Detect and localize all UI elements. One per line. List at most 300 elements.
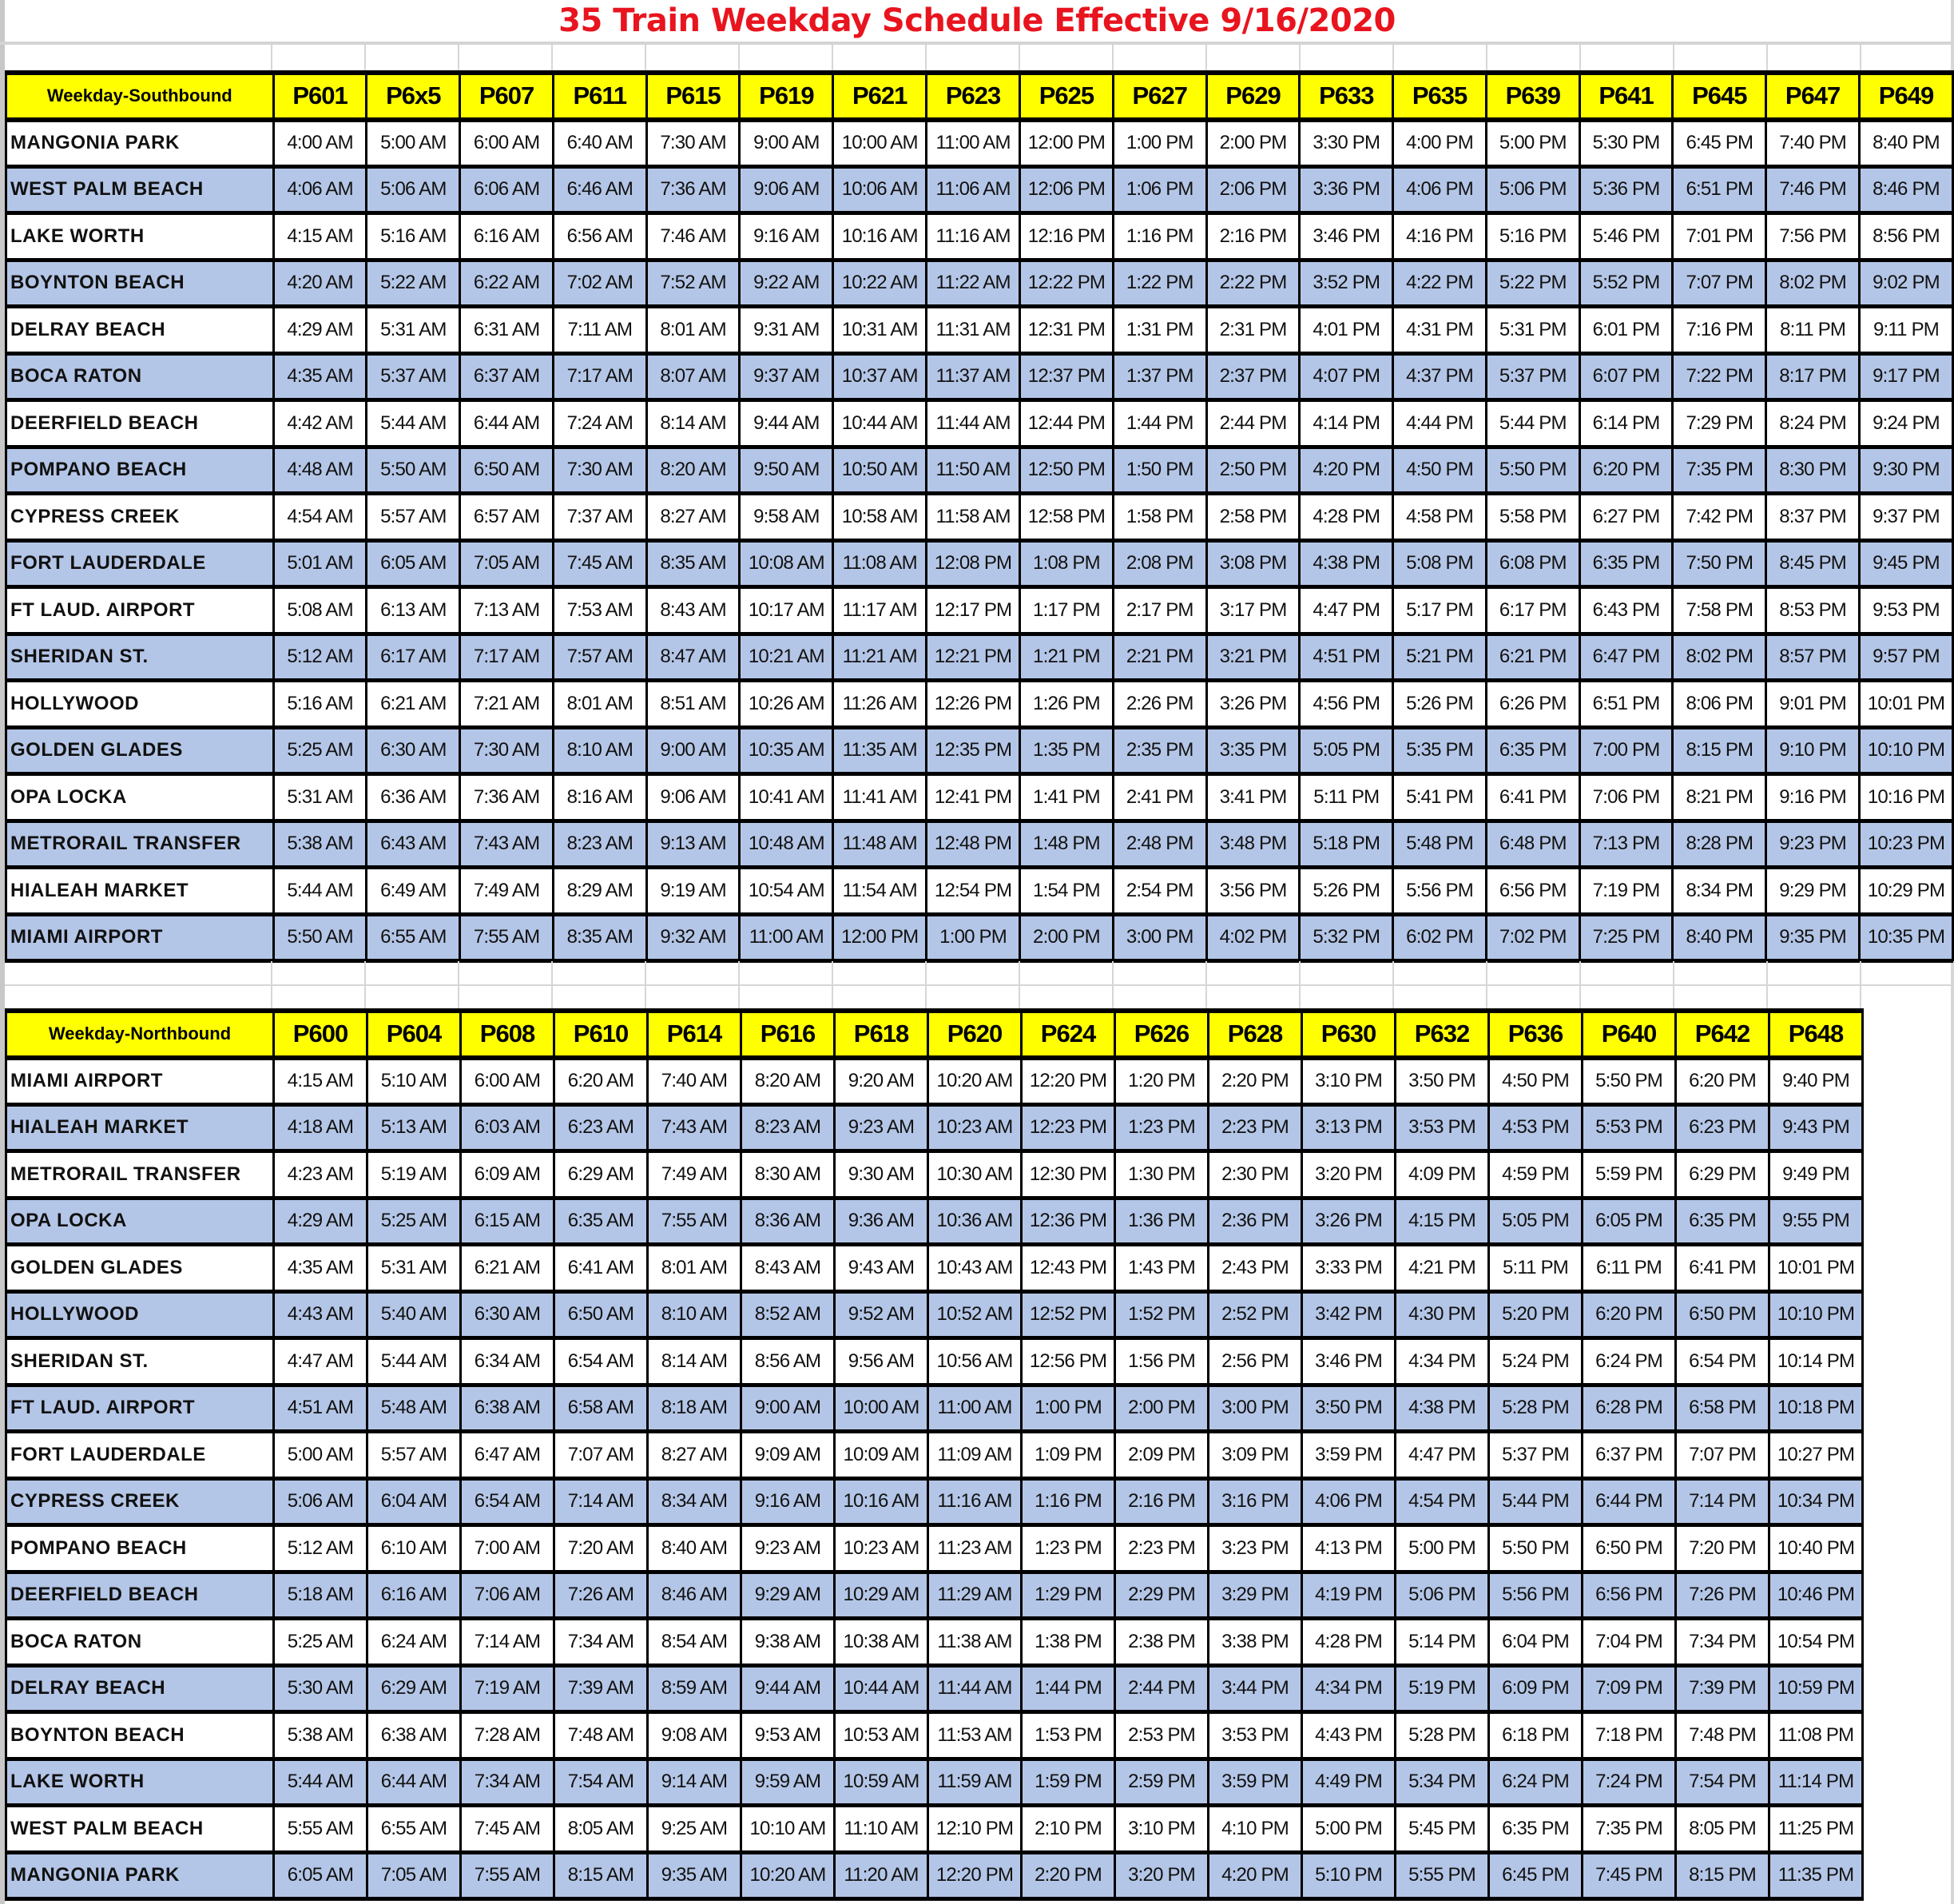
departure-time-cell: 10:20 AM bbox=[928, 1058, 1022, 1105]
departure-time-cell: 7:40 AM bbox=[648, 1058, 741, 1105]
departure-time-cell: 4:50 PM bbox=[1393, 447, 1487, 494]
departure-time-cell: 6:11 PM bbox=[1583, 1245, 1676, 1292]
departure-time-cell: 5:55 PM bbox=[1396, 1852, 1489, 1899]
departure-time-cell: 3:20 PM bbox=[1115, 1852, 1209, 1899]
train-number-header: P608 bbox=[461, 1011, 554, 1058]
departure-time-cell: 5:01 AM bbox=[273, 540, 367, 587]
departure-time-cell: 7:45 PM bbox=[1583, 1852, 1676, 1899]
departure-time-cell: 4:54 AM bbox=[273, 494, 367, 541]
departure-time-cell: 6:30 AM bbox=[367, 727, 460, 774]
departure-time-cell: 10:01 PM bbox=[1859, 681, 1952, 728]
departure-time-cell: 11:53 AM bbox=[928, 1712, 1022, 1759]
departure-time-cell: 2:21 PM bbox=[1113, 634, 1206, 681]
departure-time-cell: 6:24 AM bbox=[367, 1619, 461, 1666]
departure-time-cell: 7:34 AM bbox=[461, 1759, 554, 1806]
train-number-header: P647 bbox=[1766, 73, 1860, 120]
empty-grid-cell bbox=[1301, 45, 1394, 72]
departure-time-cell: 8:01 AM bbox=[648, 1245, 741, 1292]
departure-time-cell: 2:38 PM bbox=[1115, 1619, 1209, 1666]
departure-time-cell: 3:48 PM bbox=[1206, 821, 1300, 868]
departure-time-cell: 2:36 PM bbox=[1209, 1198, 1302, 1245]
departure-time-cell: 6:05 AM bbox=[367, 540, 460, 587]
departure-time-cell: 11:00 AM bbox=[928, 1385, 1022, 1432]
departure-time-cell: 5:31 AM bbox=[367, 1245, 461, 1292]
empty-grid-cell bbox=[740, 961, 833, 1011]
station-row bbox=[6, 1385, 1863, 1432]
departure-time-cell: 4:43 PM bbox=[1302, 1712, 1396, 1759]
southbound-header-row bbox=[6, 73, 1953, 120]
departure-time-cell: 9:58 AM bbox=[740, 494, 833, 541]
departure-time-cell: 12:21 PM bbox=[927, 634, 1020, 681]
train-number-header: P600 bbox=[274, 1011, 367, 1058]
train-number-header: P611 bbox=[553, 73, 646, 120]
departure-time-cell: 8:43 AM bbox=[646, 587, 740, 634]
station-name: LAKE WORTH bbox=[6, 213, 274, 260]
train-number-header: P641 bbox=[1579, 73, 1673, 120]
departure-time-cell: 6:35 PM bbox=[1676, 1198, 1769, 1245]
departure-time-cell: 5:22 PM bbox=[1486, 260, 1579, 307]
station-row bbox=[6, 447, 1953, 494]
station-name: HOLLYWOOD bbox=[6, 1291, 274, 1338]
departure-time-cell: 9:29 PM bbox=[1766, 868, 1860, 915]
departure-time-cell: 2:16 PM bbox=[1206, 213, 1300, 260]
station-row bbox=[6, 727, 1953, 774]
departure-time-cell: 8:28 PM bbox=[1673, 821, 1766, 868]
departure-time-cell: 9:13 AM bbox=[646, 821, 740, 868]
departure-time-cell: 8:45 PM bbox=[1766, 540, 1860, 587]
departure-time-cell: 8:56 PM bbox=[1859, 213, 1952, 260]
departure-time-cell: 4:34 PM bbox=[1396, 1338, 1489, 1385]
departure-time-cell: 12:35 PM bbox=[927, 727, 1020, 774]
departure-time-cell: 7:36 AM bbox=[460, 774, 554, 821]
departure-time-cell: 8:46 PM bbox=[1859, 166, 1952, 213]
departure-time-cell: 11:21 AM bbox=[833, 634, 927, 681]
departure-time-cell: 5:57 AM bbox=[367, 1432, 461, 1479]
departure-time-cell: 9:50 AM bbox=[740, 447, 833, 494]
departure-time-cell: 5:28 PM bbox=[1489, 1385, 1583, 1432]
departure-time-cell: 3:26 PM bbox=[1302, 1198, 1396, 1245]
departure-time-cell: 7:22 PM bbox=[1673, 353, 1766, 400]
departure-time-cell: 7:34 PM bbox=[1676, 1619, 1769, 1666]
station-row bbox=[6, 307, 1953, 354]
departure-time-cell: 2:06 PM bbox=[1206, 166, 1300, 213]
departure-time-cell: 7:05 AM bbox=[367, 1852, 461, 1899]
empty-grid-cell bbox=[459, 45, 553, 72]
departure-time-cell: 4:53 PM bbox=[1489, 1104, 1583, 1151]
departure-time-cell: 5:56 PM bbox=[1489, 1572, 1583, 1619]
departure-time-cell: 11:44 AM bbox=[927, 400, 1020, 447]
departure-time-cell: 5:31 AM bbox=[273, 774, 367, 821]
departure-time-cell: 3:36 PM bbox=[1300, 166, 1393, 213]
departure-time-cell: 11:25 PM bbox=[1769, 1806, 1863, 1853]
departure-time-cell: 6:56 PM bbox=[1486, 868, 1579, 915]
departure-time-cell: 7:14 PM bbox=[1676, 1478, 1769, 1525]
departure-time-cell: 4:07 PM bbox=[1300, 353, 1393, 400]
departure-time-cell: 1:44 PM bbox=[1022, 1665, 1115, 1712]
departure-time-cell: 3:35 PM bbox=[1206, 727, 1300, 774]
departure-time-cell: 6:50 AM bbox=[554, 1291, 648, 1338]
empty-grid-cell bbox=[1674, 45, 1768, 72]
departure-time-cell: 3:56 PM bbox=[1206, 868, 1300, 915]
departure-time-cell: 7:45 AM bbox=[553, 540, 646, 587]
departure-time-cell: 12:00 PM bbox=[1020, 120, 1114, 167]
departure-time-cell: 10:29 AM bbox=[835, 1572, 928, 1619]
empty-grid-cell bbox=[1768, 961, 1861, 1011]
departure-time-cell: 7:39 AM bbox=[554, 1665, 648, 1712]
departure-time-cell: 10:31 AM bbox=[833, 307, 927, 354]
departure-time-cell: 7:14 AM bbox=[461, 1619, 554, 1666]
departure-time-cell: 1:22 PM bbox=[1113, 260, 1206, 307]
departure-time-cell: 4:47 PM bbox=[1396, 1432, 1489, 1479]
departure-time-cell: 10:35 PM bbox=[1859, 914, 1952, 961]
departure-time-cell: 7:14 AM bbox=[554, 1478, 648, 1525]
station-name: FT LAUD. AIRPORT bbox=[6, 1385, 274, 1432]
departure-time-cell: 9:36 AM bbox=[835, 1198, 928, 1245]
station-name: HOLLYWOOD bbox=[6, 681, 274, 728]
departure-time-cell: 4:15 AM bbox=[273, 213, 367, 260]
departure-time-cell: 11:10 AM bbox=[835, 1806, 928, 1853]
departure-time-cell: 4:00 AM bbox=[273, 120, 367, 167]
departure-time-cell: 4:20 PM bbox=[1300, 447, 1393, 494]
departure-time-cell: 5:00 PM bbox=[1302, 1806, 1396, 1853]
station-row bbox=[6, 213, 1953, 260]
departure-time-cell: 6:43 PM bbox=[1579, 587, 1673, 634]
departure-time-cell: 8:54 AM bbox=[648, 1619, 741, 1666]
empty-grid-cell bbox=[1020, 961, 1114, 1011]
train-number-header: P648 bbox=[1769, 1011, 1863, 1058]
departure-time-cell: 10:17 AM bbox=[740, 587, 833, 634]
departure-time-cell: 7:02 AM bbox=[553, 260, 646, 307]
departure-time-cell: 10:38 AM bbox=[835, 1619, 928, 1666]
train-number-header: P635 bbox=[1393, 73, 1487, 120]
departure-time-cell: 5:44 AM bbox=[367, 1338, 461, 1385]
station-row bbox=[6, 1619, 1863, 1666]
departure-time-cell: 5:26 PM bbox=[1393, 681, 1487, 728]
departure-time-cell: 10:48 AM bbox=[740, 821, 833, 868]
station-name: METRORAIL TRANSFER bbox=[6, 1151, 274, 1198]
departure-time-cell: 2:09 PM bbox=[1115, 1432, 1209, 1479]
departure-time-cell: 10:16 PM bbox=[1859, 774, 1952, 821]
station-row bbox=[6, 1104, 1863, 1151]
departure-time-cell: 6:36 AM bbox=[367, 774, 460, 821]
train-number-header: P633 bbox=[1300, 73, 1393, 120]
departure-time-cell: 6:51 PM bbox=[1579, 681, 1673, 728]
departure-time-cell: 4:47 PM bbox=[1300, 587, 1393, 634]
departure-time-cell: 10:26 AM bbox=[740, 681, 833, 728]
departure-time-cell: 11:00 AM bbox=[927, 120, 1020, 167]
departure-time-cell: 7:49 AM bbox=[648, 1151, 741, 1198]
departure-time-cell: 6:48 PM bbox=[1486, 821, 1579, 868]
departure-time-cell: 7:55 AM bbox=[460, 914, 554, 961]
departure-time-cell: 11:37 AM bbox=[927, 353, 1020, 400]
departure-time-cell: 7:24 PM bbox=[1583, 1759, 1676, 1806]
departure-time-cell: 9:23 PM bbox=[1766, 821, 1860, 868]
departure-time-cell: 5:18 PM bbox=[1300, 821, 1393, 868]
departure-time-cell: 6:24 PM bbox=[1489, 1759, 1583, 1806]
departure-time-cell: 4:51 PM bbox=[1300, 634, 1393, 681]
empty-grid-cell bbox=[927, 45, 1020, 72]
empty-grid-cell bbox=[1301, 961, 1394, 1011]
departure-time-cell: 4:23 AM bbox=[274, 1151, 367, 1198]
departure-time-cell: 8:02 PM bbox=[1673, 634, 1766, 681]
departure-time-cell: 9:08 AM bbox=[648, 1712, 741, 1759]
departure-time-cell: 5:05 PM bbox=[1300, 727, 1393, 774]
station-row bbox=[6, 400, 1953, 447]
departure-time-cell: 1:00 PM bbox=[927, 914, 1020, 961]
departure-time-cell: 12:00 PM bbox=[833, 914, 927, 961]
train-number-header: P615 bbox=[646, 73, 740, 120]
departure-time-cell: 5:56 PM bbox=[1393, 868, 1487, 915]
departure-time-cell: 6:57 AM bbox=[460, 494, 554, 541]
departure-time-cell: 10:16 AM bbox=[835, 1478, 928, 1525]
departure-time-cell: 8:34 PM bbox=[1673, 868, 1766, 915]
departure-time-cell: 4:38 PM bbox=[1396, 1385, 1489, 1432]
departure-time-cell: 6:37 PM bbox=[1583, 1432, 1676, 1479]
departure-time-cell: 2:52 PM bbox=[1209, 1291, 1302, 1338]
departure-time-cell: 12:08 PM bbox=[927, 540, 1020, 587]
departure-time-cell: 4:06 PM bbox=[1302, 1478, 1396, 1525]
departure-time-cell: 6:37 AM bbox=[460, 353, 554, 400]
departure-time-cell: 8:35 AM bbox=[646, 540, 740, 587]
departure-time-cell: 4:51 AM bbox=[274, 1385, 367, 1432]
departure-time-cell: 10:00 AM bbox=[833, 120, 927, 167]
station-row bbox=[6, 1665, 1863, 1712]
departure-time-cell: 11:26 AM bbox=[833, 681, 927, 728]
departure-time-cell: 11:29 AM bbox=[928, 1572, 1022, 1619]
departure-time-cell: 11:41 AM bbox=[833, 774, 927, 821]
departure-time-cell: 5:00 PM bbox=[1396, 1525, 1489, 1572]
departure-time-cell: 4:59 PM bbox=[1489, 1151, 1583, 1198]
train-number-header: P621 bbox=[833, 73, 927, 120]
departure-time-cell: 7:06 PM bbox=[1579, 774, 1673, 821]
station-name: OPA LOCKA bbox=[6, 774, 274, 821]
departure-time-cell: 6:45 PM bbox=[1489, 1852, 1583, 1899]
departure-time-cell: 3:44 PM bbox=[1209, 1665, 1302, 1712]
departure-time-cell: 7:48 AM bbox=[554, 1712, 648, 1759]
departure-time-cell: 7:37 AM bbox=[553, 494, 646, 541]
departure-time-cell: 2:59 PM bbox=[1115, 1759, 1209, 1806]
departure-time-cell: 12:23 PM bbox=[1022, 1104, 1115, 1151]
departure-time-cell: 9:44 AM bbox=[741, 1665, 835, 1712]
departure-time-cell: 5:44 PM bbox=[1489, 1478, 1583, 1525]
departure-time-cell: 1:41 PM bbox=[1020, 774, 1114, 821]
station-name: DEERFIELD BEACH bbox=[6, 400, 274, 447]
departure-time-cell: 6:51 PM bbox=[1673, 166, 1766, 213]
departure-time-cell: 9:56 AM bbox=[835, 1338, 928, 1385]
station-name: BOCA RATON bbox=[6, 1619, 274, 1666]
departure-time-cell: 7:18 PM bbox=[1583, 1712, 1676, 1759]
train-number-header: P645 bbox=[1673, 73, 1766, 120]
departure-time-cell: 6:35 PM bbox=[1579, 540, 1673, 587]
departure-time-cell: 5:58 PM bbox=[1486, 494, 1579, 541]
station-row bbox=[6, 1338, 1863, 1385]
departure-time-cell: 1:35 PM bbox=[1020, 727, 1114, 774]
departure-time-cell: 5:36 PM bbox=[1579, 166, 1673, 213]
station-name: FORT LAUDERDALE bbox=[6, 1432, 274, 1479]
station-name: SHERIDAN ST. bbox=[6, 634, 274, 681]
departure-time-cell: 7:43 AM bbox=[460, 821, 554, 868]
empty-grid-cell bbox=[740, 45, 833, 72]
station-row bbox=[6, 774, 1953, 821]
departure-time-cell: 6:29 AM bbox=[367, 1665, 461, 1712]
departure-time-cell: 5:13 AM bbox=[367, 1104, 461, 1151]
departure-time-cell: 9:00 AM bbox=[741, 1385, 835, 1432]
departure-time-cell: 7:40 PM bbox=[1766, 120, 1860, 167]
empty-grid-cell bbox=[1114, 961, 1207, 1011]
departure-time-cell: 6:14 PM bbox=[1579, 400, 1673, 447]
train-number-header: P626 bbox=[1115, 1011, 1209, 1058]
departure-time-cell: 9:35 AM bbox=[648, 1852, 741, 1899]
departure-time-cell: 4:20 PM bbox=[1209, 1852, 1302, 1899]
departure-time-cell: 2:10 PM bbox=[1022, 1806, 1115, 1853]
empty-grid-cell bbox=[833, 961, 927, 1011]
departure-time-cell: 6:58 AM bbox=[554, 1385, 648, 1432]
departure-time-cell: 1:58 PM bbox=[1113, 494, 1206, 541]
departure-time-cell: 4:38 PM bbox=[1300, 540, 1393, 587]
departure-time-cell: 11:44 AM bbox=[928, 1665, 1022, 1712]
departure-time-cell: 9:14 AM bbox=[648, 1759, 741, 1806]
departure-time-cell: 11:38 AM bbox=[928, 1619, 1022, 1666]
departure-time-cell: 8:17 PM bbox=[1766, 353, 1860, 400]
departure-time-cell: 5:31 PM bbox=[1486, 307, 1579, 354]
departure-time-cell: 8:14 AM bbox=[648, 1338, 741, 1385]
departure-time-cell: 9:44 AM bbox=[740, 400, 833, 447]
departure-time-cell: 8:06 PM bbox=[1673, 681, 1766, 728]
departure-time-cell: 4:50 PM bbox=[1489, 1058, 1583, 1105]
station-name: DEERFIELD BEACH bbox=[6, 1572, 274, 1619]
departure-time-cell: 1:50 PM bbox=[1113, 447, 1206, 494]
station-row bbox=[6, 540, 1953, 587]
departure-time-cell: 12:30 PM bbox=[1022, 1151, 1115, 1198]
departure-time-cell: 5:16 AM bbox=[367, 213, 460, 260]
departure-time-cell: 8:07 AM bbox=[646, 353, 740, 400]
departure-time-cell: 7:30 AM bbox=[460, 727, 554, 774]
departure-time-cell: 12:37 PM bbox=[1020, 353, 1114, 400]
departure-time-cell: 4:48 AM bbox=[273, 447, 367, 494]
departure-time-cell: 1:16 PM bbox=[1022, 1478, 1115, 1525]
departure-time-cell: 2:41 PM bbox=[1113, 774, 1206, 821]
departure-time-cell: 11:23 AM bbox=[928, 1525, 1022, 1572]
departure-time-cell: 1:30 PM bbox=[1115, 1151, 1209, 1198]
departure-time-cell: 6:16 AM bbox=[460, 213, 554, 260]
departure-time-cell: 6:16 AM bbox=[367, 1572, 461, 1619]
departure-time-cell: 11:58 AM bbox=[927, 494, 1020, 541]
departure-time-cell: 2:00 PM bbox=[1115, 1385, 1209, 1432]
departure-time-cell: 9:37 AM bbox=[740, 353, 833, 400]
departure-time-cell: 2:48 PM bbox=[1113, 821, 1206, 868]
departure-time-cell: 4:10 PM bbox=[1209, 1806, 1302, 1853]
departure-time-cell: 8:10 AM bbox=[553, 727, 646, 774]
departure-time-cell: 6:01 PM bbox=[1579, 307, 1673, 354]
departure-time-cell: 5:41 PM bbox=[1393, 774, 1487, 821]
departure-time-cell: 3:42 PM bbox=[1302, 1291, 1396, 1338]
departure-time-cell: 5:38 AM bbox=[273, 821, 367, 868]
departure-time-cell: 9:40 PM bbox=[1769, 1058, 1863, 1105]
departure-time-cell: 3:59 PM bbox=[1209, 1759, 1302, 1806]
departure-time-cell: 7:30 AM bbox=[646, 120, 740, 167]
departure-time-cell: 3:26 PM bbox=[1206, 681, 1300, 728]
departure-time-cell: 7:07 PM bbox=[1673, 260, 1766, 307]
empty-grid-cell bbox=[272, 45, 366, 72]
departure-time-cell: 8:57 PM bbox=[1766, 634, 1860, 681]
departure-time-cell: 6:31 AM bbox=[460, 307, 554, 354]
departure-time-cell: 9:16 AM bbox=[741, 1478, 835, 1525]
departure-time-cell: 6:20 PM bbox=[1579, 447, 1673, 494]
departure-time-cell: 8:30 PM bbox=[1766, 447, 1860, 494]
departure-time-cell: 7:17 AM bbox=[460, 634, 554, 681]
departure-time-cell: 4:44 PM bbox=[1393, 400, 1487, 447]
departure-time-cell: 10:22 AM bbox=[833, 260, 927, 307]
departure-time-cell: 7:30 AM bbox=[553, 447, 646, 494]
departure-time-cell: 11:09 AM bbox=[928, 1432, 1022, 1479]
departure-time-cell: 10:59 PM bbox=[1769, 1665, 1863, 1712]
departure-time-cell: 3:33 PM bbox=[1302, 1245, 1396, 1292]
departure-time-cell: 9:06 AM bbox=[646, 774, 740, 821]
train-number-header: P618 bbox=[835, 1011, 928, 1058]
train-number-header: P610 bbox=[554, 1011, 648, 1058]
departure-time-cell: 10:23 AM bbox=[835, 1525, 928, 1572]
empty-grid-cell bbox=[1861, 961, 1954, 1011]
departure-time-cell: 3:41 PM bbox=[1206, 774, 1300, 821]
train-number-header: P6x5 bbox=[367, 73, 460, 120]
departure-time-cell: 2:00 PM bbox=[1020, 914, 1114, 961]
departure-time-cell: 12:58 PM bbox=[1020, 494, 1114, 541]
departure-time-cell: 9:49 PM bbox=[1769, 1151, 1863, 1198]
empty-grid-cell bbox=[1114, 45, 1207, 72]
departure-time-cell: 5:06 AM bbox=[367, 166, 460, 213]
departure-time-cell: 1:23 PM bbox=[1022, 1525, 1115, 1572]
departure-time-cell: 8:15 PM bbox=[1673, 727, 1766, 774]
departure-time-cell: 7:36 AM bbox=[646, 166, 740, 213]
departure-time-cell: 9:10 PM bbox=[1766, 727, 1860, 774]
departure-time-cell: 6:50 PM bbox=[1583, 1525, 1676, 1572]
station-name: DELRAY BEACH bbox=[6, 1665, 274, 1712]
train-number-header: P649 bbox=[1859, 73, 1952, 120]
departure-time-cell: 8:02 PM bbox=[1766, 260, 1860, 307]
departure-time-cell: 1:23 PM bbox=[1115, 1104, 1209, 1151]
departure-time-cell: 3:50 PM bbox=[1302, 1385, 1396, 1432]
departure-time-cell: 9:06 AM bbox=[740, 166, 833, 213]
train-number-header: P607 bbox=[460, 73, 554, 120]
station-row bbox=[6, 1151, 1863, 1198]
departure-time-cell: 2:30 PM bbox=[1209, 1151, 1302, 1198]
train-number-header: P642 bbox=[1676, 1011, 1769, 1058]
departure-time-cell: 7:20 AM bbox=[554, 1525, 648, 1572]
departure-time-cell: 2:16 PM bbox=[1115, 1478, 1209, 1525]
station-name: LAKE WORTH bbox=[6, 1759, 274, 1806]
station-row bbox=[6, 1572, 1863, 1619]
departure-time-cell: 5:05 PM bbox=[1489, 1198, 1583, 1245]
empty-grid-cell bbox=[459, 961, 553, 1011]
departure-time-cell: 10:10 PM bbox=[1859, 727, 1952, 774]
departure-time-cell: 5:06 PM bbox=[1486, 166, 1579, 213]
departure-time-cell: 6:30 AM bbox=[461, 1291, 554, 1338]
departure-time-cell: 6:28 PM bbox=[1583, 1385, 1676, 1432]
departure-time-cell: 10:36 AM bbox=[928, 1198, 1022, 1245]
departure-time-cell: 2:20 PM bbox=[1209, 1058, 1302, 1105]
departure-time-cell: 11:06 AM bbox=[927, 166, 1020, 213]
departure-time-cell: 4:01 PM bbox=[1300, 307, 1393, 354]
departure-time-cell: 8:15 AM bbox=[554, 1852, 648, 1899]
departure-time-cell: 7:00 PM bbox=[1579, 727, 1673, 774]
departure-time-cell: 10:10 AM bbox=[741, 1806, 835, 1853]
departure-time-cell: 1:56 PM bbox=[1115, 1338, 1209, 1385]
departure-time-cell: 5:26 PM bbox=[1300, 868, 1393, 915]
departure-time-cell: 6:00 AM bbox=[461, 1058, 554, 1105]
departure-time-cell: 9:00 AM bbox=[740, 120, 833, 167]
station-name: HIALEAH MARKET bbox=[6, 868, 274, 915]
departure-time-cell: 9:16 AM bbox=[740, 213, 833, 260]
